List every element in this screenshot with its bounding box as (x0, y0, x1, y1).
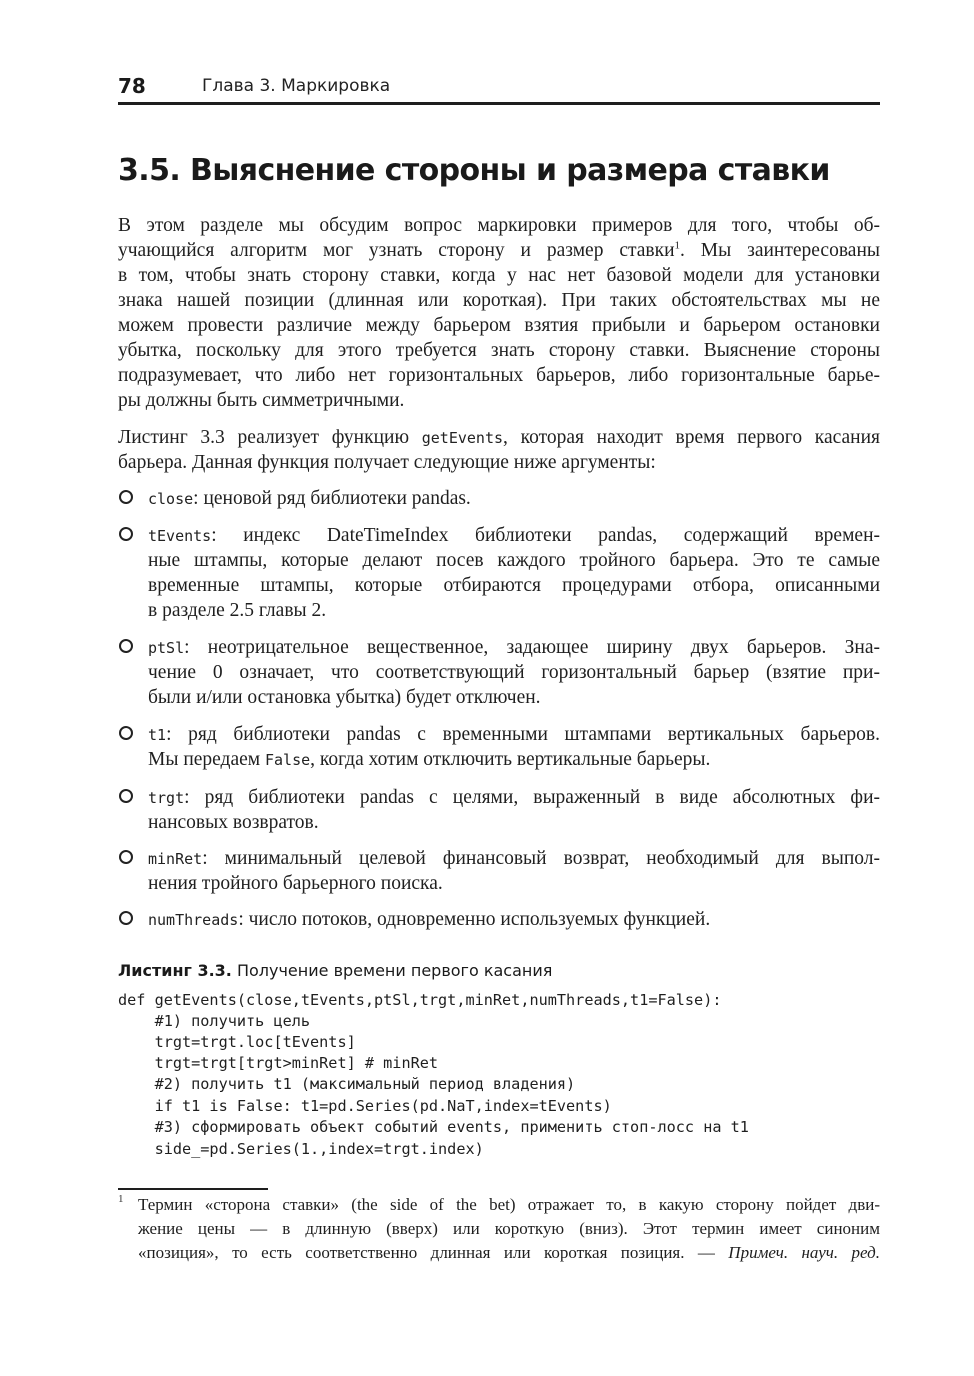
argument-name: tEvents (148, 527, 212, 545)
text-line (148, 722, 880, 747)
circle-bullet-icon (118, 910, 134, 926)
section-title: 3.5. Выяснение стороны и размера ставки (118, 153, 830, 188)
text-line: убытка, поскольку для этого требуется знать сторону ставки. Выяснение стороны (118, 340, 880, 361)
header-rule (118, 102, 880, 105)
text-span: : ряд библиотеки pandas с целями, выраженный в виде абсолютных фи- (184, 787, 880, 808)
listing-label: Листинг 3.3. (118, 961, 232, 980)
text-line: барьера. Данная функция получает следующие ниже аргументы: (118, 452, 656, 473)
footnote-mark: 1 (118, 1193, 124, 1205)
text-span: : ценовой ряд библиотеки pandas. (193, 488, 471, 509)
text-line: знака нашей позиции (длинная или короткая). При таких обстоятельствах мы не (118, 290, 880, 311)
text-span: Мы передаем (148, 749, 265, 770)
footnote-line: Термин «сторона ставки» (the side of the bet) отражает то, в какую сторону пойдет дви- (138, 1195, 880, 1214)
text-line: нансовых возвратов. (148, 812, 319, 833)
code-line: def getEvents(close,tEvents,ptSl,trgt,minRet,numThreads,t1=False): (118, 991, 722, 1009)
footnote-rule (118, 1188, 268, 1190)
text-span: , когда хотим отключить вертикальные барьеры. (310, 749, 711, 770)
circle-bullet-icon (118, 725, 134, 741)
argument-name: numThreads (148, 911, 239, 929)
text-line: нения тройного барьерного поиска. (148, 873, 443, 894)
argument-name: trgt (148, 789, 185, 807)
text-line: ные штампы, которые делают посев каждого тройного барьера. Это те самые (148, 550, 880, 571)
text-line (148, 785, 880, 810)
circle-bullet-icon (118, 849, 134, 865)
code-line: side_=pd.Series(1.,index=trgt.index) (118, 1140, 484, 1158)
running-header-chapter: Глава 3. Маркировка (202, 76, 391, 96)
text-span: : число потоков, одновременно используемых функцией. (238, 909, 711, 930)
text-span: Листинг 3.3 реализует функцию (118, 427, 422, 448)
text-line (148, 635, 880, 660)
circle-bullet-icon (118, 526, 134, 542)
inline-code: getEvents (421, 429, 504, 447)
text-line: в разделе 2.5 главы 2. (148, 600, 327, 621)
text-line (118, 238, 880, 263)
argument-name: t1 (148, 726, 167, 744)
footnote-ref[interactable]: 1 (674, 239, 681, 252)
text-line (148, 523, 880, 548)
text-line: были и/или остановка убытка) будет отключен. (148, 687, 541, 708)
text-line (148, 907, 880, 932)
listing-caption (118, 961, 552, 980)
text-line: можем провести различие между барьером взятия прибыли и барьером остановки (118, 315, 880, 336)
circle-bullet-icon (118, 788, 134, 804)
text-span: учающийся алгоритм мог узнать сторону и размер ставки (118, 240, 675, 261)
text-line: в том, чтобы знать сторону ставки, когда у нас нет базовой модели для установки (118, 265, 880, 286)
argument-name: close (148, 490, 194, 508)
text-line (148, 747, 880, 772)
text-line: подразумевает, что либо нет горизонтальных барьеров, либо горизонтальные барье- (118, 365, 880, 386)
editor-note: Примеч. науч. ред. (728, 1243, 880, 1262)
code-line: #2) получить t1 (максимальный период владения) (118, 1075, 576, 1093)
footnote-line: жение цены — в длинную (вверх) или короткую (вниз). Этот термин имеет синоним (138, 1219, 880, 1238)
text-line (118, 425, 880, 450)
footnote-line (138, 1241, 880, 1265)
text-line: ры должны быть симметричными. (118, 390, 405, 411)
text-span: : ряд библиотеки pandas с временными штампами вертикальных барьеров. (166, 724, 880, 745)
text-line: временные штампы, которые отбираются процедурами отбора, описанными (148, 575, 880, 596)
text-line (148, 846, 880, 871)
inline-code: False (265, 751, 311, 769)
text-span: : индекс DateTimeIndex библиотеки pandas, содержащий времен- (211, 525, 880, 546)
text-line (148, 486, 880, 511)
text-span: «позиция», то есть соответственно длинная или короткая позиция. — (138, 1243, 729, 1262)
circle-bullet-icon (118, 638, 134, 654)
circle-bullet-icon (118, 489, 134, 505)
text-span: : минимальный целевой финансовый возврат, необходимый для выпол- (202, 848, 880, 869)
code-line: trgt=trgt[trgt>minRet] # minRet (118, 1054, 439, 1072)
argument-name: minRet (148, 850, 203, 868)
code-line: if t1 is False: t1=pd.Series(pd.NaT,index=tEvents) (118, 1097, 612, 1115)
page-number: 78 (118, 74, 146, 98)
text-line: В этом разделе мы обсудим вопрос маркировки примеров для того, чтобы об- (118, 215, 880, 236)
text-span: : неотрицательное вещественное, задающее ширину двух барьеров. Зна- (184, 637, 880, 658)
code-line: trgt=trgt.loc[tEvents] (118, 1033, 356, 1051)
text-span: , которая находит время первого касания (503, 427, 880, 448)
text-span: . Мы заинтересованы (680, 240, 880, 261)
code-line: #1) получить цель (118, 1012, 311, 1030)
text-line: чение 0 означает, что соответствующий горизонтальный барьер (взятие при- (148, 662, 880, 683)
listing-caption-text: Получение времени первого касания (231, 961, 553, 980)
argument-name: ptSl (148, 639, 185, 657)
code-line: #3) сформировать объект событий events, применить стоп-лосс на t1 (118, 1118, 749, 1136)
